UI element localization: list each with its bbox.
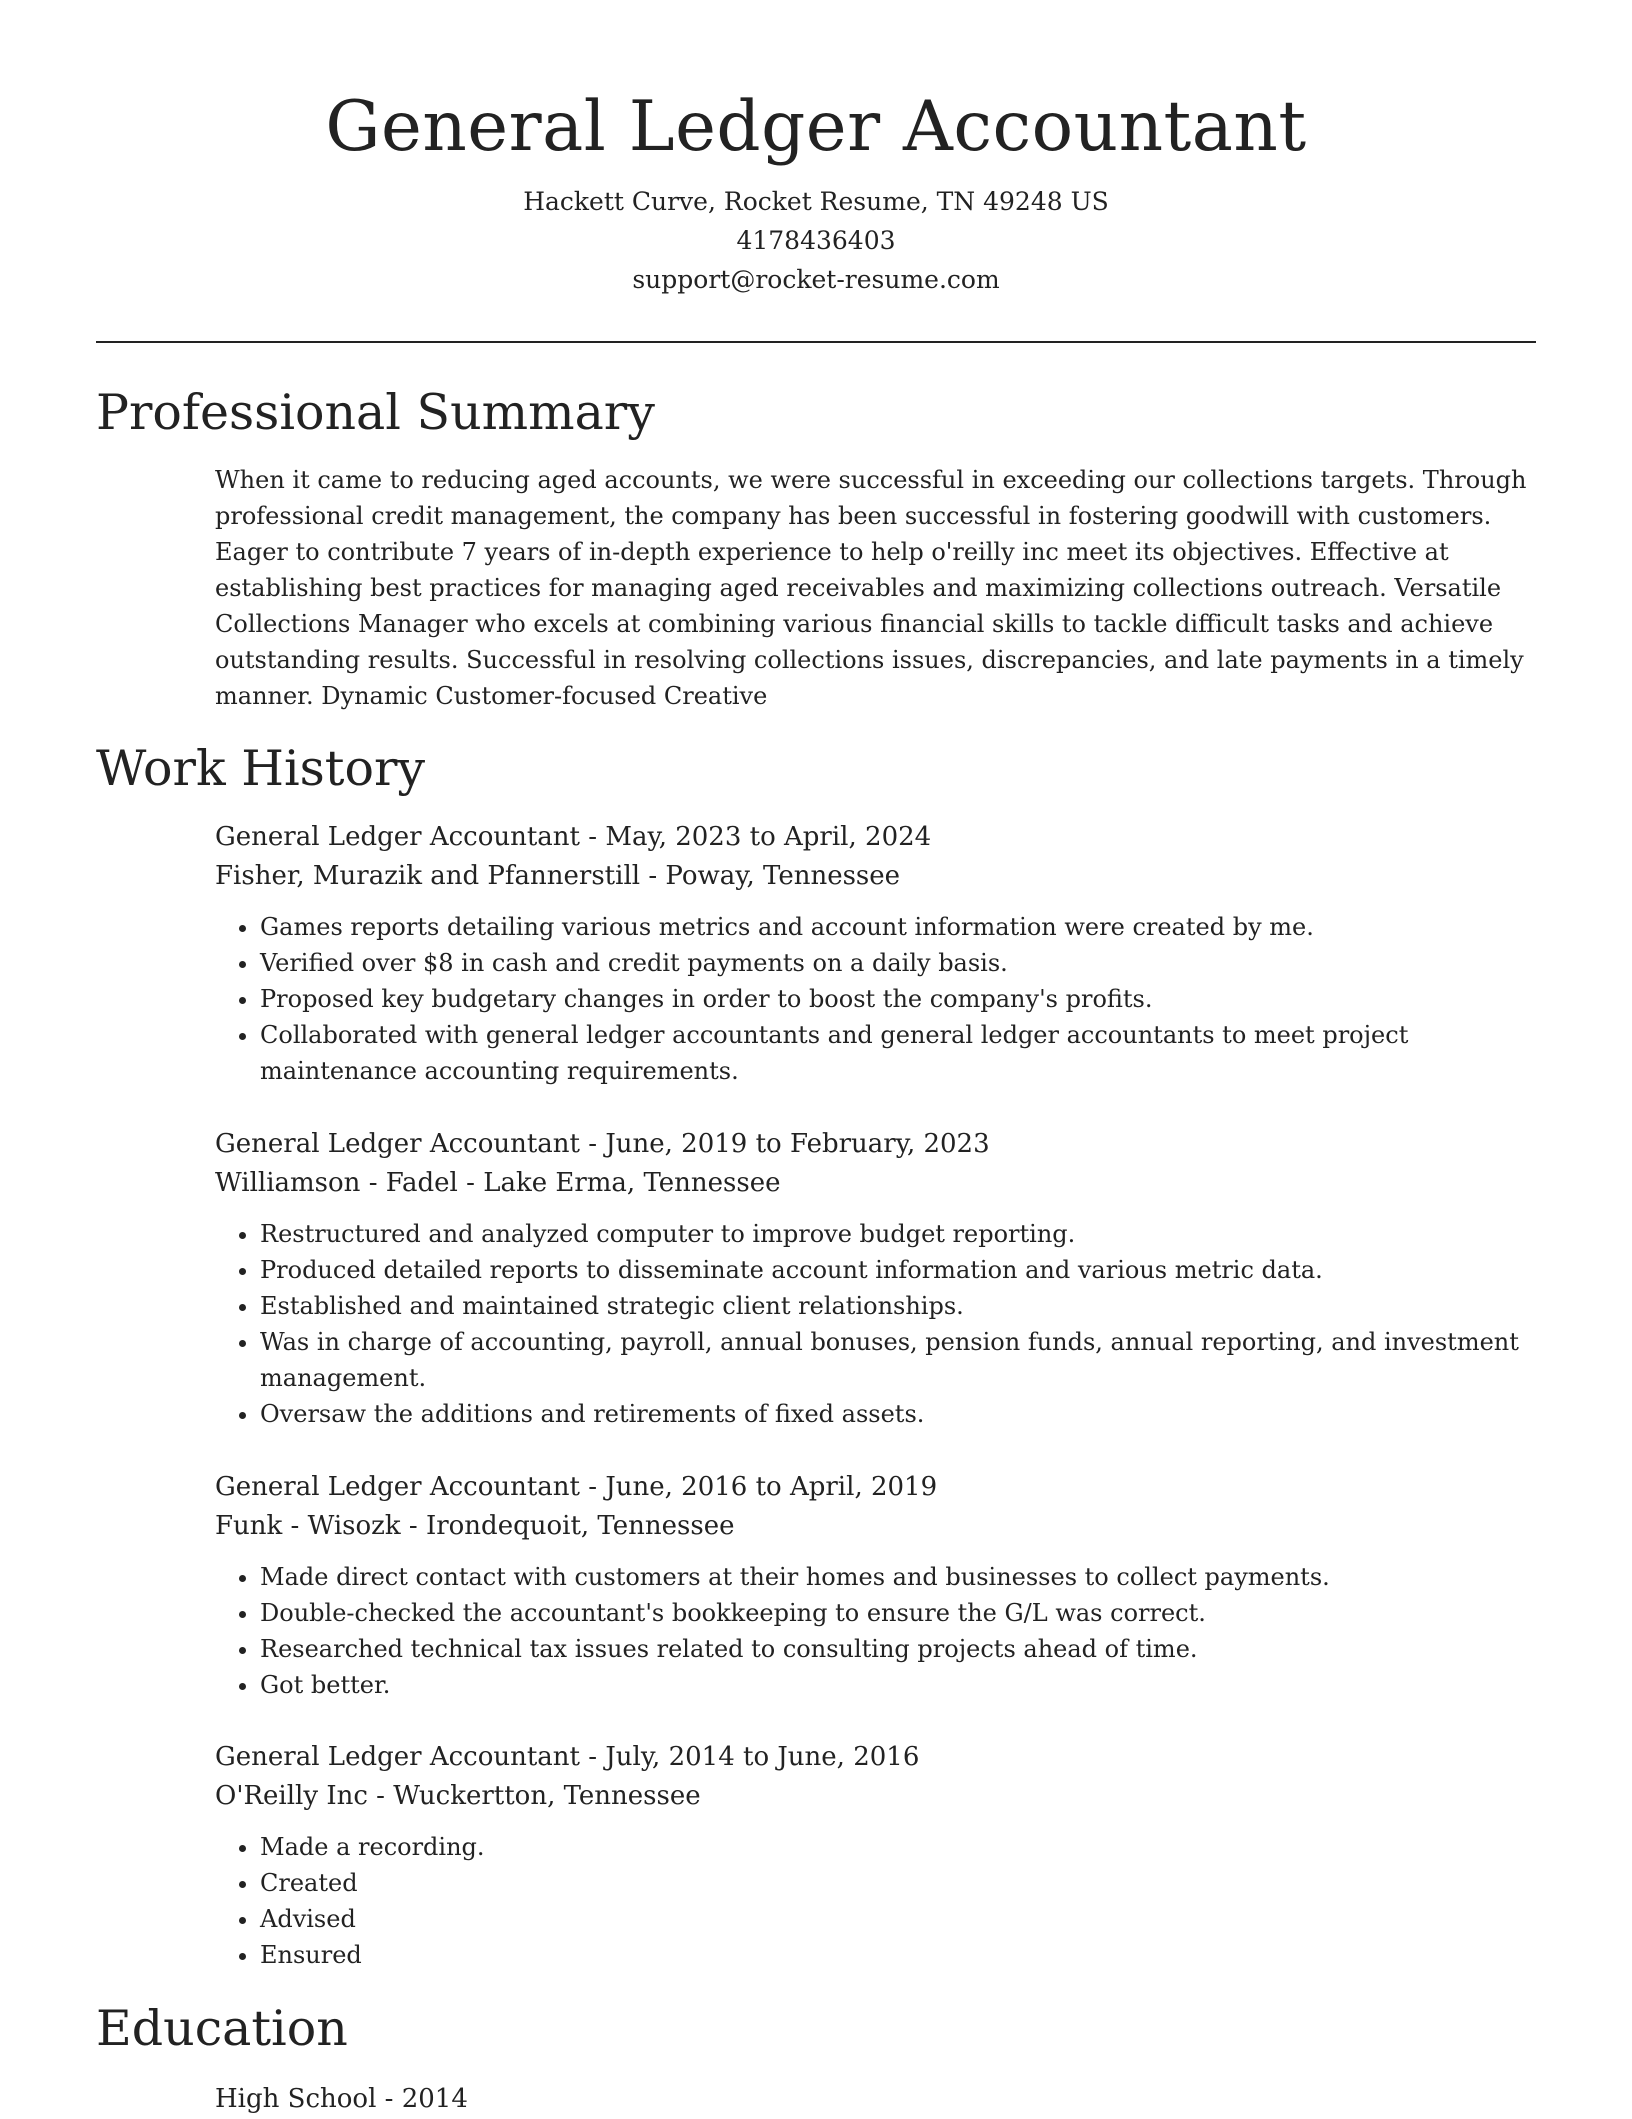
job-employer [215,1507,1535,1546]
job-dates: - June, 2016 to April, 2019 [580,1472,938,1502]
job-bullet: • Ensured [260,1937,1535,1973]
job-bullets [215,909,1535,1089]
education-year: - 2014 [376,2084,468,2114]
resume-header [96,82,1536,299]
job-dates: - June, 2019 to February, 2023 [580,1129,990,1159]
job-bullet: • Was in charge of accounting, payroll, annual bonuses, pension funds, annual reporting, and investment management. [260,1324,1535,1396]
education-entry [215,2080,468,2119]
education-degree: High School [215,2084,377,2114]
job-title: General Ledger Accountant [215,1472,581,1502]
phone: 4178436403 [736,226,896,255]
header-divider [96,341,1536,343]
job-bullet: • Made direct contact with customers at their homes and businesses to collect payments. [260,1559,1535,1595]
job-location: - Irondequoit, Tennessee [400,1511,735,1541]
job-title: General Ledger Accountant [215,1129,581,1159]
job-dates: - May, 2023 to April, 2024 [580,822,932,852]
job-bullet: • Collaborated with general ledger accountants and general ledger accountants to meet project maintenance accounting requirements. [260,1017,1535,1089]
job-entry [215,818,1535,1089]
job-location: - Poway, Tennessee [640,861,901,891]
job-company: O'Reilly Inc [215,1781,368,1811]
job-location: - Wuckertton, Tennessee [367,1781,701,1811]
job-bullet: • Researched technical tax issues related to consulting projects ahead of time. [260,1631,1535,1667]
job-location: - Lake Erma, Tennessee [457,1168,781,1198]
address: Hackett Curve, Rocket Resume, TN 49248 US [523,187,1109,216]
job-bullet: • Created [260,1865,1535,1901]
job-bullet: • Games reports detailing various metrics and account information were created by me. [260,909,1535,945]
job-bullets [215,1216,1535,1432]
candidate-name: General Ledger Accountant [325,87,1307,167]
job-title: General Ledger Accountant [215,1742,581,1772]
job-company: Fisher, Murazik and Pfannerstill [215,861,641,891]
job-company: Williamson - Fadel [215,1168,458,1198]
job-bullets [215,1829,1535,1973]
summary-section-title: Professional Summary [96,384,655,441]
job-entry [215,1468,1535,1703]
email: support@rocket-resume.com [632,265,1000,294]
job-title: General Ledger Accountant [215,822,581,852]
job-dates: - July, 2014 to June, 2016 [580,1742,920,1772]
job-heading [215,1468,1535,1507]
summary-text: When it came to reducing aged accounts, we were successful in exceeding our collections targets. Through professional credit management, the company has been successful in fostering goodwill with customers. Eager to contribute 7 years of in-depth experience to help o'reilly inc meet its objectives. Effective at establishing best practices for managing aged receivables and maximizing collections outreach. Versatile Collections Manager who excels at combining various financial skills to tackle difficult tasks and achieve outstanding results. Successful in resolving collections issues, discrepancies, and late payments in a timely manner. Dynamic Customer-focused Creative [215,466,1527,710]
job-employer [215,1164,1535,1203]
job-bullet: • Verified over $8 in cash and credit payments on a daily basis. [260,945,1535,981]
work-history-section-title: Work History [96,740,426,797]
education-section-title: Education [96,2000,348,2057]
job-bullet: • Produced detailed reports to disseminate account information and various metric data. [260,1252,1535,1288]
job-entry [215,1125,1535,1432]
job-heading [215,1125,1535,1164]
job-bullets [215,1559,1535,1703]
job-entry [215,1738,1535,1973]
job-bullet: • Made a recording. [260,1829,1535,1865]
job-heading [215,818,1535,857]
job-bullet: • Proposed key budgetary changes in order to boost the company's profits. [260,981,1535,1017]
job-bullet: • Got better. [260,1667,1535,1703]
job-bullet: • Restructured and analyzed computer to improve budget reporting. [260,1216,1535,1252]
job-employer [215,1777,1535,1816]
job-heading [215,1738,1535,1777]
job-bullet: • Established and maintained strategic client relationships. [260,1288,1535,1324]
job-company: Funk - Wisozk [215,1511,401,1541]
job-bullet: • Advised [260,1901,1535,1937]
job-bullet: • Oversaw the additions and retirements of fixed assets. [260,1396,1535,1432]
job-bullet: • Double-checked the accountant's bookkeeping to ensure the G/L was correct. [260,1595,1535,1631]
job-employer [215,857,1535,896]
